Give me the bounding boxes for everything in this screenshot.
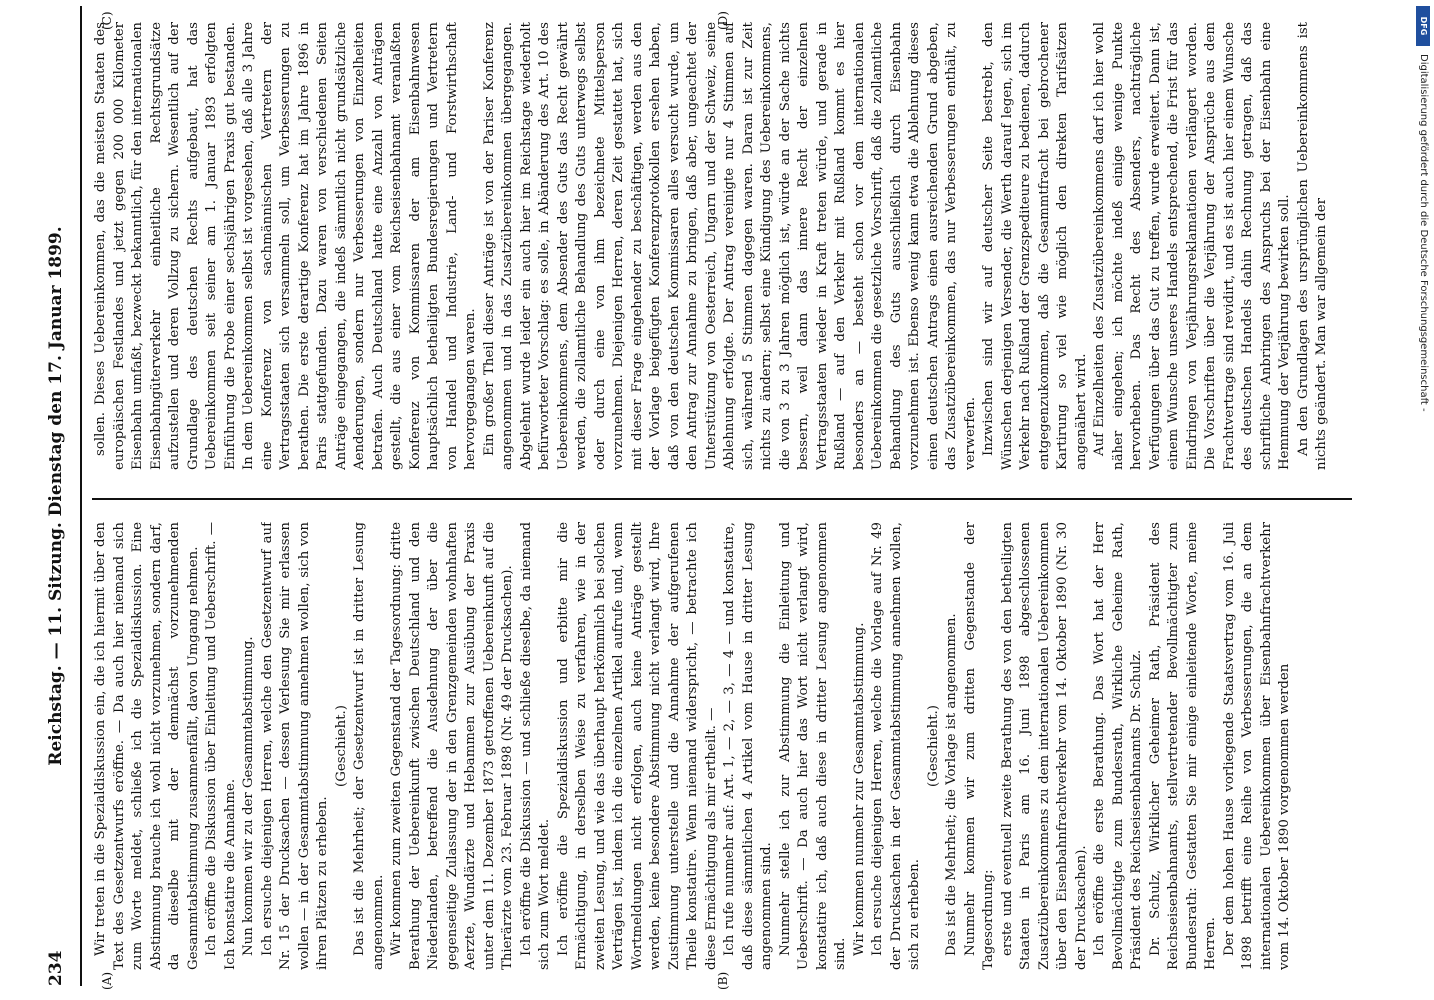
- header-title: Reichstag. — 11. Sitzung. Dienstag den 17. Januar 1899.: [46, 226, 66, 766]
- paragraph: Auf Einzelheiten des Zusatzübereinkommens darf ich hier wohl näher eingehen; ich möchte indeß einige wenige Punkte hervorheben. Das Recht des Absenders, nachträgliche Verfügungen über das Gut zu treffen, wurde erweitert. Dann ist, einem Wunsche unseres Handels entsprechend, die Frist für das Eindringen von Verjährungsreklamationen verlängert worden. Die Vorschriften über die Verjährung der Ansprüche aus dem Frachtvertrage sind revidirt, und es ist auch hier einem Wunsche des deutschen Handels dahin Rechnung getragen, daß das schriftliche Anbringen des Anspruchs bei der Eisenbahn eine Hemmung der Verjährung bewirken soll.: [1092, 22, 1292, 470]
- paragraph: Ich ersuche diejenigen Herren, welche die Vorlage auf Nr. 49 der Drucksachen in der Gesammtabstimmung annehmen wollen, sich zu erheben.: [870, 522, 922, 970]
- paragraph: Ich eröffne die Diskussion — und schließe dieselbe, da niemand sich zum Wort meldet.: [518, 522, 552, 970]
- paragraph: Ich eröffne die Diskussion über Einleitung und Ueberschrift. — Ich konstatire die Annahme.: [204, 522, 238, 970]
- paragraph: Das ist die Mehrheit; der Gesetzentwurf ist in dritter Lesung angenommen.: [352, 522, 386, 970]
- right-column: [92, 22, 1362, 470]
- margin-marker-c: (C): [100, 11, 114, 30]
- dfg-logo: [1416, 6, 1430, 46]
- paragraph: Ich ersuche diejenigen Herren, welche den Gesetzentwurf auf Nr. 15 der Drucksachen — dessen Verlesung Sie mir erlassen wollen — in der Gesammtabstimmung annehmen wollen, sich von ihren Plätzen zu erheben.: [259, 522, 330, 970]
- paragraph: Nunmehr kommen wir zum dritten Gegenstande der Tagesordnung:: [962, 522, 996, 970]
- running-header: [40, 6, 80, 986]
- header-rule: [80, 6, 82, 986]
- stage-direction: (Geschieht.): [925, 705, 941, 787]
- paragraph: Wir treten in die Spezialdiskussion ein, die ich hiermit über den Text des Gesetzentwurfs eröffne. — Da auch hier niemand sich zum Worte meldet, schließe ich die Spezialdiskussion. Eine Abstimmung brauche ich wohl nicht vorzunehmen, sondern darf, da dieselbe mit der demnächst vorzunehmenden Gesammtabstimmung zusammenfällt, davon Umgang nehmen.: [93, 522, 201, 970]
- paragraph: An den Grundlagen des ursprünglichen Uebereinkommens ist nichts geändert. Man war allgemein der: [1295, 22, 1329, 470]
- paragraph: Inzwischen sind wir auf deutscher Seite bestrebt, den Wünschen derjenigen Versender, die Werth darauf legen, sich im Verkehr nach Rußland der Grenzspediteure zu bedienen, dadurch entgegenzukommen, daß die Gesammtfracht bei gebrochener Kartirung so viel wie möglich den direkten Tarifsätzen angenähert wird.: [981, 22, 1089, 470]
- paragraph: Der dem hohen Hause vorliegende Staatsvertrag vom 16. Juli 1898 betrifft eine Reihe von Verbesserungen, die an dem internationalen Uebereinkommen über Eisenbahnfrachtverkehr vom 14. Oktober 1890 vorgenommen werden: [1221, 522, 1292, 970]
- rotated-page-content: [40, 6, 1370, 990]
- paragraph: sollen. Dieses Uebereinkommen, das die meisten Staaten des europäischen Festlandes und jetzt gegen 200 000 Kilometer Eisenbahn umfaßt, bezweckt bekanntlich, für den internationalen Eisenbahngüterverkehr einheitliche Rechtsgrundsätze aufzustellen und deren Vollzug zu sichern. Wesentlich auf der Grundlage des deutschen Rechts aufgebaut, hat das Uebereinkommen seit seiner am 1. Januar 1893 erfolgten Einführung die Probe einer sechsjährigen Praxis gut bestanden. In dem Uebereinkommen selbst ist vorgesehen, daß alle 3 Jahre eine Konferenz von sachmännischen Vertretern der Vertragsstaaten sich versammeln soll, um Verbesserungen zu berathen. Die erste derartige Konferenz hat im Jahre 1896 in Paris stattgefunden. Dazu waren von verschiedenen Seiten Anträge eingegangen, die indeß sämmtlich nicht grundsätzliche Aenderungen, sondern nur Verbesserungen von Einzelheiten betrafen. Auch Deutschland hatte eine Anzahl von Anträgen gestellt, die aus einer vom Reichseisenbahnamt veranlaßten Konferenz von Kommissaren der am Eisenbahnwesen hauptsächlich betheiligten Bundesregierungen und Vertretern von Handel und Industrie, Land- und Forstwirthschaft hervorgegangen waren.: [93, 22, 478, 470]
- margin-marker-d: (D): [716, 11, 730, 30]
- paragraph: Ich eröffne die erste Berathung. Das Wort hat der Herr Bevollmächtigte zum Bundesrath, Wirkliche Geheime Rath, Präsident des Reichseisenbahnamts Dr. Schulz.: [1092, 522, 1144, 970]
- credit-text: Digitalisierung gefördert durch die Deutsche Forschungsgemeinschaft -: [1418, 54, 1429, 412]
- page-number: 234: [46, 950, 66, 986]
- paragraph: Dr. Schulz, Wirklicher Geheimer Rath, Präsident des Reichseisenbahnamts, stellvertretender Bevollmächtigter zum Bundesrath: Gestatten Sie mir einige einleitende Worte, meine Herren.: [1147, 522, 1218, 970]
- paragraph: Wir kommen zum zweiten Gegenstand der Tagesordnung: dritte Berathung der Uebereinkunft zwischen Deutschland und den Niederlanden, betreffend die Ausdehnung der über die gegenseitige Zulassung der in den Grenzgemeinden wohnhaften Aerzte, Wundärzte und Hebammen zur Ausübung der Praxis unter dem 11. Dezember 1873 getroffenen Uebereinkunft auf die Thierärzte vom 23. Februar 1898 (Nr. 49 der Drucksachen).: [389, 522, 515, 970]
- digitization-credit: [1414, 4, 1432, 996]
- margin-marker-a: (A): [100, 971, 114, 990]
- paragraph: Nunmehr stelle ich zur Abstimmung die Einleitung und Ueberschrift. — Da auch hier das Wort nicht verlangt wird, konstatire ich, daß auch diese in dritter Lesung angenommen sind.: [777, 522, 848, 970]
- left-column: [92, 522, 1362, 970]
- paragraph: erste und eventuell zweite Berathung des von den betheiligten Staaten in Paris am 16. Juni 1898 abgeschlossenen Zusatzübereinkommens zu dem internationalen Uebereinkommen über den Eisenbahnfrachtverkehr vom 14. Oktober 1890 (Nr. 30 der Drucksachen).: [999, 522, 1089, 970]
- paragraph: Ich rufe nunmehr auf: Art. 1, — 2, — 3, — 4 — und konstatire, daß diese sämmtlichen 4 Artikel vom Hause in dritter Lesung angenommen sind.: [722, 522, 774, 970]
- paragraph: Ein großer Theil dieser Anträge ist von der Pariser Konferenz angenommen und in das Zusatzübereinkommen übergegangen. Abgelehnt wurde leider ein auch hier im Reichstage wiederholt befürworteter Vorschlag: es solle, in Abänderung des Art. 10 des Uebereinkommens, dem Absender des Guts das Recht gewährt werden, die zollamtliche Behandlung des Guts unterwegs selbst oder durch eine von ihm bezeichnete Mittelsperson vorzunehmen. Diejenigen Herren, deren Zeit gestattet hat, sich mit dieser Frage eingehender zu beschäftigen, werden aus den der Vorlage beigefügten Konferenzprotokollen ersehen haben, daß von den deutschen Kommissaren alles versucht wurde, um den Antrag zur Annahme zu bringen, daß aber, ungeachtet der Unterstützung von Oesterreich, Ungarn und der Schweiz, seine Ablehnung erfolgte. Der Antrag vereinigte nur 4 Stimmen auf sich, während 5 Stimmen dagegen waren. Daran ist zur Zeit nichts zu ändern; selbst eine Kündigung des Uebereinkommens, die von 3 zu 3 Jahren möglich ist, würde an der Sache nichts bessern, weil dann das innere Recht der einzelnen Vertragsstaaten wieder in Kraft treten würde, und gerade in Rußland — auf den Verkehr mit Rußland kommt es hier besonders an — besteht schon vor dem internationalen Uebereinkommen die gesetzliche Vorschrift, daß die zollamtliche Behandlung des Guts ausschließlich durch Eisenbahn vorzunehmen ist. Ebenso wenig kann etwa die Ablehnung dieses einen deutschen Antrags einen ausreichenden Grund abgeben, das Zusatzübereinkommen, das nur Verbesserungen enthält, zu verwerfen.: [481, 22, 978, 470]
- dfg-logo-text: DFG: [1419, 16, 1428, 36]
- margin-marker-b: (B): [716, 971, 730, 990]
- paragraph: Wir kommen nunmehr zur Gesammtabstimmung.: [851, 622, 867, 956]
- column-rule: [92, 498, 1352, 500]
- paragraph: Nun kommen wir zu der Gesammtabstimmung.: [241, 636, 256, 956]
- stage-direction: (Geschieht.): [333, 705, 349, 787]
- paragraph: Das ist die Mehrheit; die Vorlage ist angenommen.: [944, 613, 959, 956]
- paragraph: Ich eröffne die Spezialdiskussion und erbitte mir die Ermächtigung, in derselben Weise zu verfahren, wie in der zweiten Lesung, und wie das überhaupt herkömmlich bei solchen Verträgen ist, indem ich die einzelnen Artikel aufrufe und, wenn Wortmeldungen nicht erfolgen, auch keine Anträge gestellt werden, keine besondere Abstimmung nicht verlangt wird, Ihre Zustimmung unterstelle und die Annahme der aufgerufenen Theile konstatire. Wenn niemand widerspricht, — betrachte ich diese Ermächtigung als mir ertheilt. —: [555, 522, 719, 970]
